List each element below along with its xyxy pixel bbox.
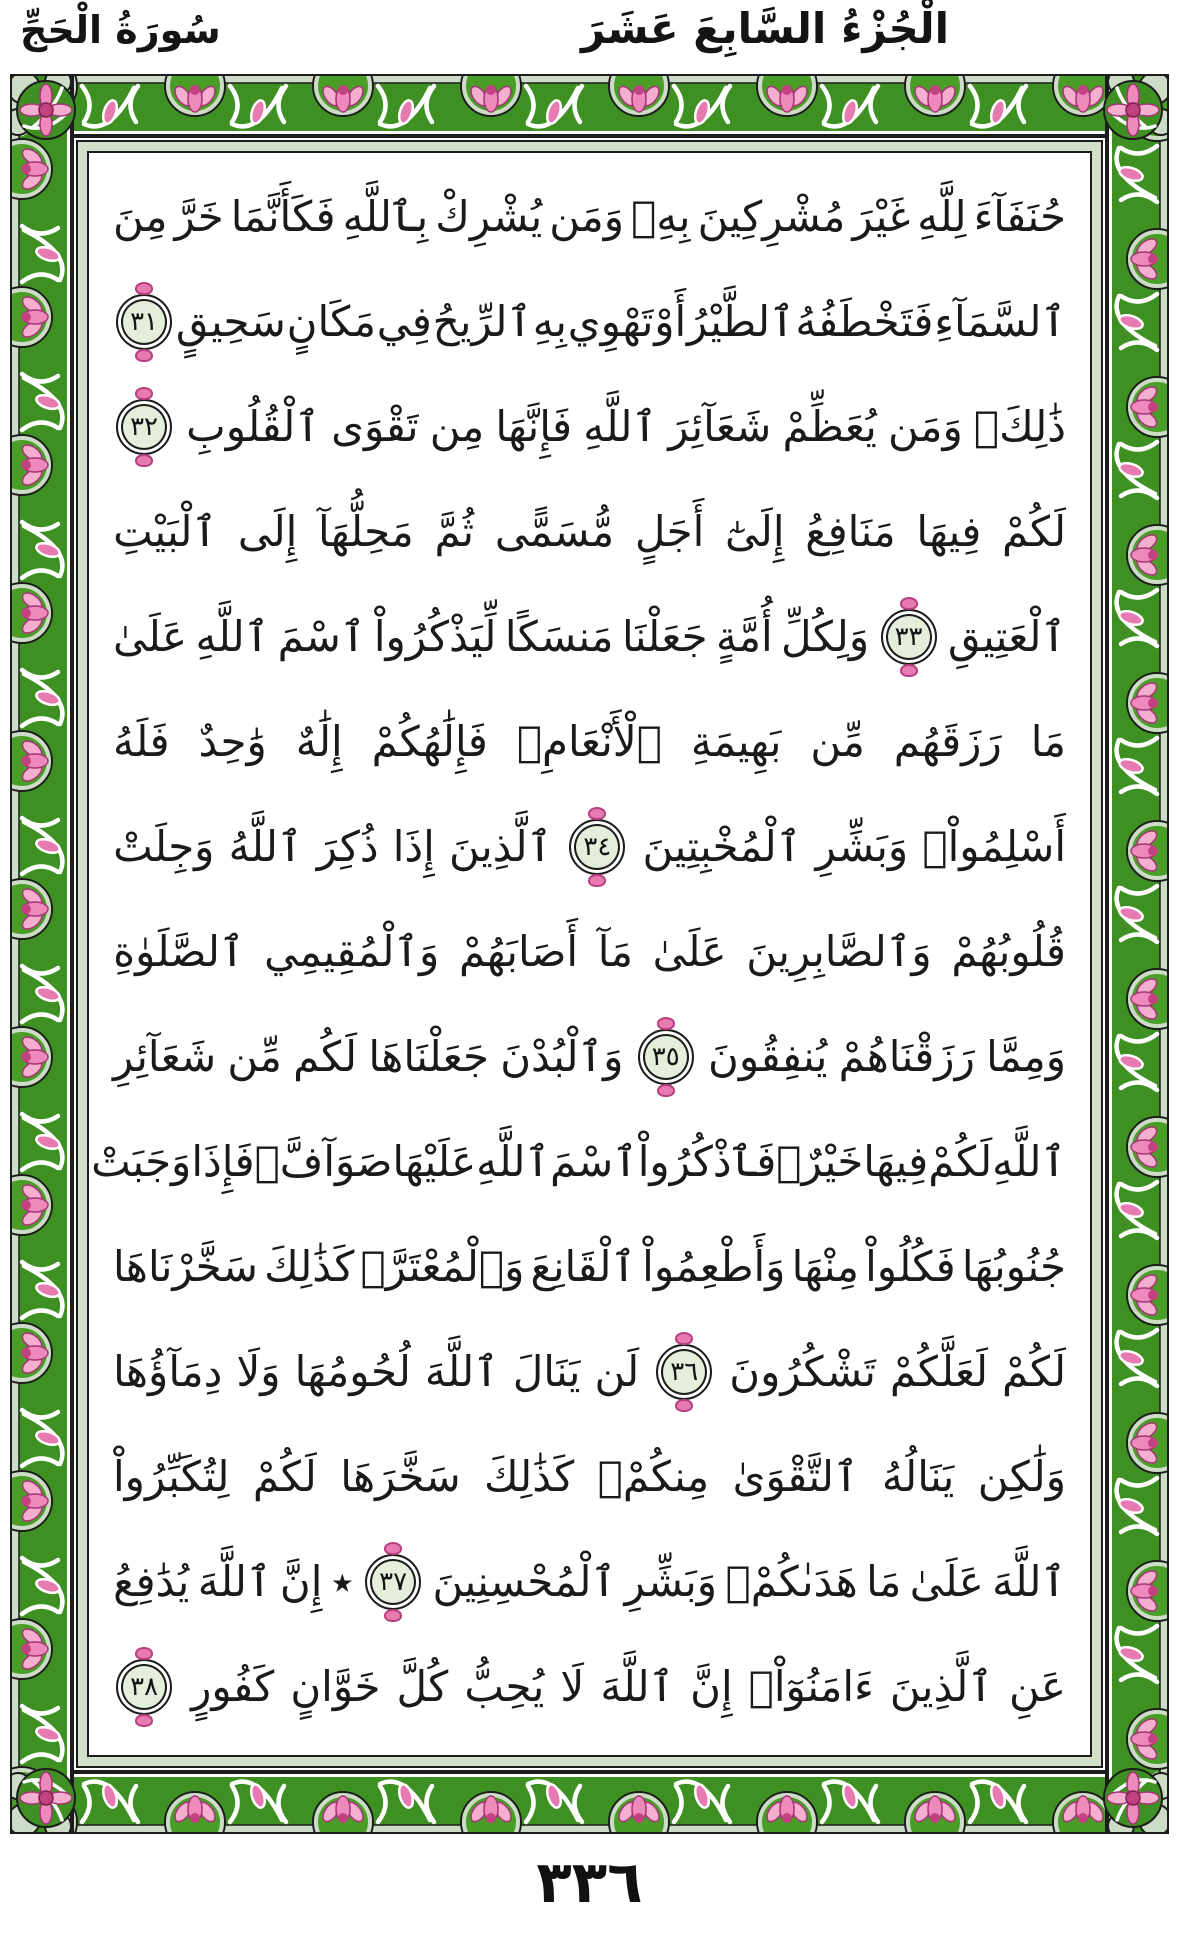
verse-number: ٣٧ [379, 1566, 408, 1597]
marker-flower-bud-icon [657, 1017, 675, 1030]
word: وَٱلصَّابِرِينَ [746, 927, 932, 977]
word: بَهِيمَةِ [690, 717, 782, 767]
verse-number: ٣٢ [130, 412, 158, 443]
word: فَٱذْكُرُواْ [637, 1136, 777, 1186]
word: أَجَلٍ [634, 507, 705, 557]
word: ٱسْمَ [550, 1136, 638, 1186]
quran-line-2 [113, 270, 1066, 375]
word: فَكَأَنَّمَا [230, 192, 336, 242]
quran-line-14 [113, 1529, 1066, 1634]
word: لَعَلَّكُمْ [889, 1346, 989, 1396]
marker-flower-bud-icon [588, 807, 606, 820]
word: ٱللَّهَ [424, 1346, 499, 1396]
word: وَٰحِدٌ [198, 717, 267, 767]
word: وَمَن [887, 402, 963, 452]
verse-end-marker [653, 1341, 715, 1403]
word: ٱللَّهَ [600, 1661, 675, 1711]
word: لُحُومُهَا [294, 1346, 411, 1396]
word: وَٱلْمُقِيمِي [264, 927, 440, 977]
word: بِهِۚ [631, 192, 691, 242]
verse-end-marker [113, 396, 175, 458]
word: ءَامَنُوٓاْۗ [748, 1661, 874, 1711]
word: يُشْرِكْ [435, 192, 543, 242]
word: لَكُم [293, 1031, 358, 1081]
word: ٱللَّهَ [992, 1556, 1066, 1606]
word: مِنْهَا [791, 1241, 859, 1291]
word: ٱلْمُخْبِتِينَ [642, 822, 802, 872]
word: إِنَّ [279, 1556, 323, 1606]
word: كَذَٰلِكَ [484, 1451, 575, 1501]
word: سَخَّرَهَا [340, 1451, 461, 1501]
word: ٱلرِّيحُ [432, 297, 532, 347]
word: إِذَا [392, 822, 435, 872]
word: ٱسْمَ [277, 612, 366, 662]
word: يَنَالَ [512, 1346, 581, 1396]
verse-number: ٣٨ [130, 1671, 159, 1702]
word: مَنَافِعُ [805, 507, 896, 557]
word: ٱلْقُلُوبِ [186, 402, 320, 452]
word: مَكَانٍ [286, 297, 376, 347]
word: مَحِلُّهَآ [318, 507, 414, 557]
word: تَشْكُرُونَ [729, 1346, 876, 1396]
word: مَا [866, 1556, 902, 1606]
quran-line-1 [113, 165, 1066, 270]
word: مِّن [810, 717, 865, 767]
text-block [87, 151, 1092, 1757]
word: إِلَٰهٌ [295, 717, 343, 767]
verse-number-circle [116, 294, 172, 350]
word: مِنَ [113, 192, 168, 242]
word: دِمَآؤُهَا [113, 1346, 223, 1396]
word: خَرَّ [174, 192, 224, 242]
word: ٱللَّهَ [197, 1556, 272, 1606]
word: ٱلْعَتِيقِ [947, 612, 1066, 662]
word: وَلَا [236, 1346, 281, 1396]
verse-end-marker [878, 606, 940, 668]
word: كَذَٰلِكَ [264, 1241, 355, 1291]
quran-line-8 [113, 900, 1066, 1005]
word: يُحِبُّ [464, 1661, 545, 1711]
word: وَلَٰكِن [977, 1451, 1066, 1501]
word: يُدَٰفِعُ [113, 1556, 190, 1606]
word: رَزَقْنَاهُمْ [838, 1031, 975, 1081]
word: لَكُمْ [252, 1451, 317, 1501]
word: لِلَّهِ [917, 192, 967, 242]
word: مِن [429, 402, 485, 452]
word: ٱلطَّيْرُ [686, 297, 795, 347]
word: يَنَالُهُ [881, 1451, 955, 1501]
word: لَكُمْ [1002, 507, 1066, 557]
word: عَلَىٰ [652, 927, 727, 977]
quran-line-3 [113, 375, 1066, 480]
word: فَكُلُواْ [865, 1241, 956, 1291]
word: عَلَيْهَا [392, 1136, 477, 1186]
word: مَنسَكًا [504, 612, 614, 662]
quran-line-4 [113, 480, 1066, 585]
marker-flower-bud-icon [135, 1647, 153, 1660]
verse-number-circle [365, 1554, 421, 1610]
verse-number: ٣٥ [651, 1041, 680, 1072]
verse-end-marker [113, 291, 175, 353]
word: عَنِ [1008, 1661, 1066, 1711]
word: كُلَّ [396, 1661, 449, 1711]
word: وَٱلْبُدْنَ [500, 1031, 624, 1081]
word: ٱلْقَانِعَ [530, 1241, 637, 1291]
word: مَآ [597, 927, 634, 977]
surah-title: سُورَةُ الْحَجِّ [20, 8, 221, 52]
word: شَعَآئِرَ [668, 402, 772, 452]
inner-rule-gutter [76, 140, 1103, 1768]
word: لِّيَذْكُرُواْ [373, 612, 497, 662]
word: سَحِيقٍ [175, 297, 286, 347]
word: ٱللَّهُ [228, 822, 303, 872]
marker-flower-bud-icon [384, 1609, 402, 1622]
word: لَكُمْ [1002, 1346, 1066, 1396]
word: وَلِكُلِّ [781, 612, 870, 662]
marker-flower-bud-icon [900, 664, 918, 677]
word: ٱلْمُحْسِنِينَ [432, 1556, 617, 1606]
quran-line-11 [113, 1214, 1066, 1319]
word: إِلَىٰٓ [725, 507, 785, 557]
word: ذُكِرَ [316, 822, 379, 872]
word: وَجَبَتْ [91, 1136, 192, 1186]
marker-flower-bud-icon [384, 1542, 402, 1555]
word: ٱلَّذِينَ [889, 1661, 993, 1711]
word: ٱللَّهِ [195, 612, 270, 662]
quran-line-10 [91, 1109, 1066, 1214]
verse-number: ٣١ [130, 307, 158, 338]
verse-number-circle [569, 819, 625, 875]
word: ذَٰلِكَۖ [973, 402, 1066, 452]
word: أَصَابَهُمْ [458, 927, 579, 977]
quran-line-13 [113, 1424, 1066, 1529]
word: ٱللَّهِ [476, 1136, 550, 1186]
verse-end-marker [362, 1551, 424, 1613]
word: رَزَقَهُم [893, 717, 1002, 767]
word: غَيْرَ [852, 192, 911, 242]
word: وَجِلَتْ [113, 822, 215, 872]
marker-flower-bud-icon [588, 874, 606, 887]
word: عَلَىٰ [909, 1556, 984, 1606]
word: ٱلصَّلَوٰةِ [113, 927, 245, 977]
word: عَلَىٰ [113, 612, 188, 662]
word: أَسْلِمُواْۗ [922, 822, 1066, 872]
word: ٱللَّهِ [583, 402, 658, 452]
word: أَوْ [654, 297, 687, 347]
verse-number-circle [116, 399, 172, 455]
word: فِيهَا [916, 507, 982, 557]
word: ثُمَّ [434, 507, 475, 557]
verse-number: ٣٦ [670, 1356, 699, 1387]
word: صَوَآفَّۖ [254, 1136, 393, 1186]
word: مَا [1030, 717, 1066, 767]
word: قُلُوبُهُمْ [951, 927, 1066, 977]
word: وَبَشِّرِ [815, 822, 909, 872]
word: مُشْرِكِينَ [697, 192, 846, 242]
word: كَفُورٍ [191, 1661, 275, 1711]
word: لِتُكَبِّرُواْ [113, 1451, 230, 1501]
quran-line-7 [113, 795, 1066, 900]
word: وَبَشِّرِ [624, 1556, 718, 1606]
verse-end-marker [113, 1656, 175, 1718]
word: ٱلْأَنْعَامِۗ [516, 717, 662, 767]
word: فَتَخْطَفُهُ [795, 297, 934, 347]
verse-number-circle [638, 1029, 694, 1085]
verse-number: ٣٤ [583, 832, 612, 863]
word: بِهِ [532, 297, 567, 347]
word: تَهْوِي [567, 297, 654, 347]
juz-title: الْجُزْءُ السَّابِعَ عَشَرَ [581, 4, 949, 53]
marker-flower-bud-icon [135, 349, 153, 362]
word: جَعَلْنَا [621, 612, 708, 662]
word: ٱلتَّقْوَىٰ [732, 1451, 859, 1501]
marker-flower-bud-icon [135, 454, 153, 467]
verse-end-marker [635, 1026, 697, 1088]
marker-flower-bud-icon [675, 1399, 693, 1412]
word: جَعَلْنَاهَا [368, 1031, 489, 1081]
word: إِنَّ [690, 1661, 733, 1711]
quran-line-5 [113, 585, 1066, 690]
word: فَإِلَٰهُكُمْ [371, 717, 488, 767]
word: لَن [594, 1346, 640, 1396]
marker-flower-bud-icon [135, 282, 153, 295]
word: ٱللَّهِ [992, 1136, 1066, 1186]
word: مِّن [227, 1031, 282, 1081]
verse-number-circle [881, 609, 937, 665]
quran-line-12 [113, 1319, 1066, 1424]
word: خَيْرٌۖ [776, 1136, 864, 1186]
word: ٱلَّذِينَ [449, 822, 553, 872]
marker-flower-bud-icon [900, 597, 918, 610]
word: فِيهَا [863, 1136, 929, 1186]
marker-flower-bud-icon [657, 1084, 675, 1097]
verse-number-circle [116, 1659, 172, 1715]
word: يُعَظِّمْ [782, 402, 877, 452]
quran-line-15 [113, 1634, 1066, 1739]
quran-line-6 [113, 690, 1066, 795]
folio-number: ٣٣٦ [536, 1848, 643, 1916]
word: هَدَىٰكُمْۗ [725, 1556, 858, 1606]
word: سَخَّرْنَاهَا [113, 1241, 258, 1291]
word: بِٱللَّهِ [342, 192, 429, 242]
word: وَمَن [549, 192, 625, 242]
word: إِلَى [237, 507, 298, 557]
word: أُمَّةٍ [715, 612, 773, 662]
word: شَعَآئِرِ [113, 1031, 217, 1081]
word: ٭ [330, 1556, 354, 1606]
word: يُنفِقُونَ [707, 1031, 828, 1081]
word: جُنُوبُهَا [961, 1241, 1066, 1291]
word: وَمِمَّا [986, 1031, 1066, 1081]
word: مِنكُمْۚ [597, 1451, 710, 1501]
word: خَوَّانٍ [290, 1661, 381, 1711]
word: وَأَطْعِمُواْ [642, 1241, 786, 1291]
word: لَكُمْ [928, 1136, 993, 1186]
word: ٱلسَّمَآءِ [934, 297, 1066, 347]
word: فَإِنَّهَا [495, 402, 573, 452]
verse-number-circle [656, 1344, 712, 1400]
word: فِي [376, 297, 432, 347]
ornamental-frame [10, 74, 1169, 1834]
marker-flower-bud-icon [675, 1332, 693, 1345]
word: فَإِذَا [191, 1136, 255, 1186]
marker-flower-bud-icon [135, 1714, 153, 1727]
word: تَقْوَى [331, 402, 419, 452]
word: حُنَفَآءَ [973, 192, 1066, 242]
word: لَا [560, 1661, 585, 1711]
word: وَٱلْمُعْتَرَّۚ [360, 1241, 525, 1291]
verse-end-marker [566, 816, 628, 878]
quran-line-9 [113, 1005, 1066, 1110]
marker-flower-bud-icon [135, 387, 153, 400]
verse-number: ٣٣ [894, 622, 923, 653]
word: مُّسَمًّى [494, 507, 615, 557]
word: فَلَهُ [113, 717, 170, 767]
word: ٱلْبَيْتِ [113, 507, 218, 557]
